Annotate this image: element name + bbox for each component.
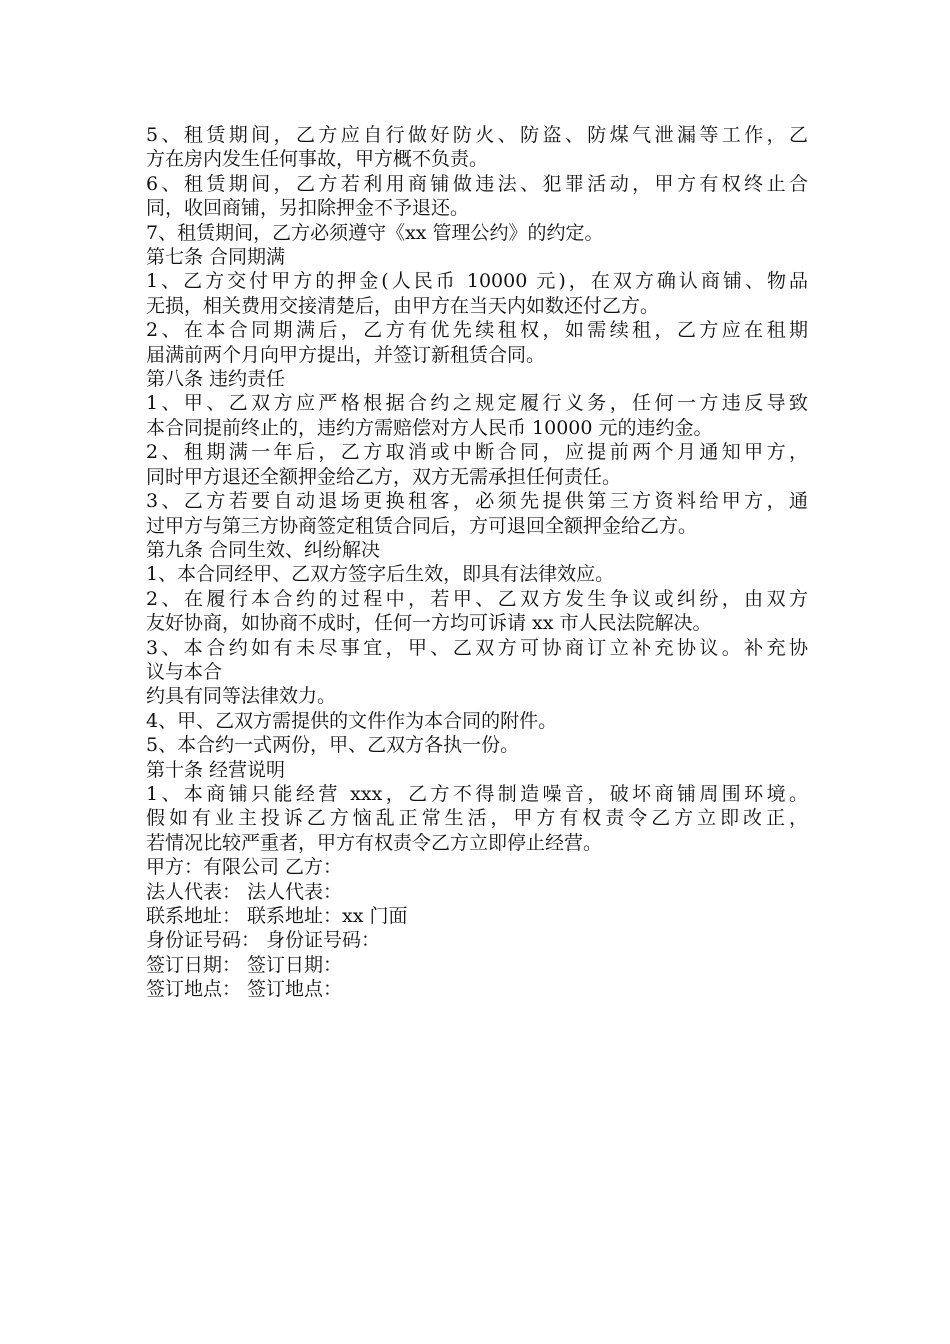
text-line: 7、租赁期间，乙方必须遵守《xx 管理公约》的约定。	[146, 221, 604, 244]
text-line: 5、租赁期间，乙方应自行做好防火、防盗、防煤气泄漏等工作，乙	[146, 124, 808, 146]
text-line: 签订地点： 签订地点：	[146, 978, 343, 1001]
text-line: 1、本商铺只能经营 xxx，乙方不得制造噪音，破坏商铺周围环境。	[146, 782, 808, 805]
text-line: 法人代表： 法人代表：	[146, 880, 343, 903]
text-line: 签订日期： 签订日期：	[146, 953, 343, 976]
text-line: 4、甲、乙双方需提供的文件作为本合同的附件。	[146, 709, 558, 732]
text-line: 身份证号码： 身份证号码：	[146, 929, 381, 952]
text-line: 友好协商，如协商不成时，任何一方均可诉请 xx 市人民法院解决。	[146, 612, 712, 635]
text-line: 假如有业主投诉乙方恼乱正常生活，甲方有权责令乙方立即改正，	[146, 807, 808, 830]
text-line: 本合同提前终止的，违约方需赔偿对方人民币 10000 元的违约金。	[146, 416, 713, 439]
text-line: 5、本合约一式两份，甲、乙双方各执一份。	[146, 734, 520, 757]
text-line: 2、在本合同期满后，乙方有优先续租权，如需续租，乙方应在租期	[146, 319, 808, 342]
text-line: 第九条 合同生效、纠纷解决	[146, 538, 381, 561]
text-line: 第七条 合同期满	[146, 246, 286, 269]
text-line: 1、本合同经甲、乙双方签字后生效，即具有法律效应。	[146, 563, 615, 586]
text-line: 6、租赁期间，乙方若利用商铺做违法、犯罪活动，甲方有权终止合	[146, 172, 808, 195]
text-line: 3、乙方若要自动退场更换租客，必须先提供第三方资料给甲方，通	[146, 490, 808, 513]
text-line: 联系地址： 联系地址：xx 门面	[146, 905, 408, 927]
text-line: 过甲方与第三方协商签定租赁合同后，方可退回全额押金给乙方。	[146, 514, 698, 537]
text-line: 届满前两个月向甲方提出，并签订新租赁合同。	[146, 343, 546, 366]
text-line: 议与本合	[146, 660, 223, 683]
text-line: 1、甲、乙双方应严格根据合约之规定履行义务，任何一方违反导致	[146, 392, 808, 415]
text-line: 第十条 经营说明	[146, 758, 286, 781]
text-line: 第八条 违约责任	[146, 368, 286, 391]
text-line: 2、租期满一年后，乙方取消或中断合同，应提前两个月通知甲方，	[146, 441, 808, 464]
text-line: 甲方：有限公司 乙方：	[146, 856, 343, 879]
text-line: 同，收回商铺，另扣除押金不予退还。	[146, 197, 470, 220]
text-line: 方在房内发生任何事故，甲方概不负责。	[146, 148, 489, 171]
text-line: 无损，相关费用交接清楚后，由甲方在当天内如数还付乙方。	[146, 294, 660, 317]
text-line: 同时甲方退还全额押金给乙方，双方无需承担任何责任。	[146, 465, 622, 488]
text-line: 约具有同等法律效力。	[146, 685, 337, 708]
text-line: 3、本合约如有未尽事宜，甲、乙双方可协商订立补充协议。补充协	[146, 636, 808, 659]
text-line: 2、在履行本合约的过程中，若甲、乙双方发生争议或纠纷，由双方	[146, 587, 808, 610]
document-body	[146, 123, 808, 1002]
text-line: 若情况比较严重者，甲方有权责令乙方立即停止经营。	[146, 831, 603, 854]
text-line: 1、乙方交付甲方的押金(人民币 10000 元)，在双方确认商铺、物品	[146, 270, 808, 293]
